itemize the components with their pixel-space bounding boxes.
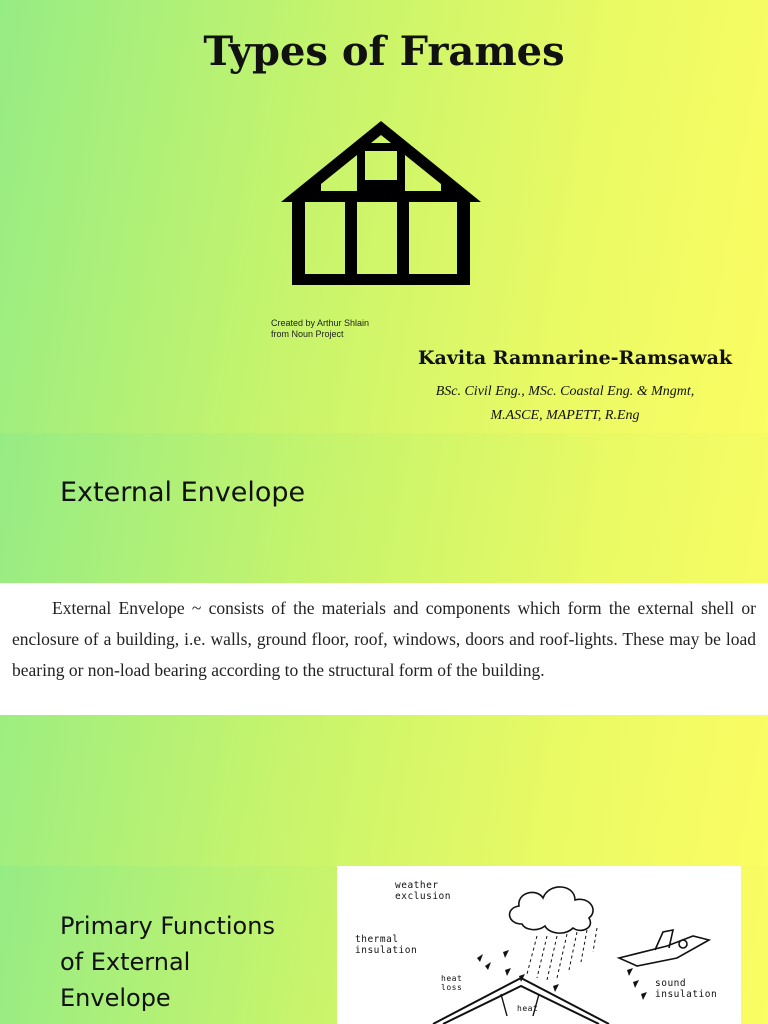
icon-credit (271, 318, 369, 340)
weather-exclusion-label (395, 880, 451, 902)
thermal-insulation-label (355, 934, 417, 956)
credit-line: Created by Arthur Shlain (271, 318, 370, 328)
external-envelope-slide (0, 433, 768, 866)
slide-title: Types of Frames (203, 28, 565, 75)
label-line: exclusion (395, 891, 451, 902)
house-frame-icon (281, 121, 481, 285)
label-line: weather (395, 880, 439, 891)
author-credentials (400, 380, 730, 428)
envelope-functions-diagram (337, 866, 741, 1024)
title-line: Envelope (60, 984, 171, 1012)
title-slide (0, 0, 768, 433)
label-line: sound (655, 978, 687, 989)
label-line: insulation (655, 989, 718, 1000)
rain-icon (527, 928, 597, 980)
credit-line: from Noun Project (271, 329, 344, 339)
definition-text: External Envelope ~ consists of the materials and components which form the external shell or enclosure of a building, i.e. walls, ground floor, roof, windows, doors and roof-lights. These may be load bearing or non-load bearing according to the structural form of the building. (12, 598, 756, 680)
title-line: of External (60, 948, 191, 976)
label-line: insulation (355, 945, 418, 956)
credentials-line: BSc. Civil Eng., MSc. Coastal Eng. & Mngmt, (435, 384, 695, 399)
definition-box (0, 583, 768, 715)
primary-functions-slide (0, 866, 768, 1024)
author-name: Kavita Ramnarine-Ramsawak (418, 347, 733, 369)
heat-loss-label (441, 974, 462, 992)
aircraft-icon (619, 930, 709, 966)
title-line: Primary Functions (60, 912, 275, 940)
credentials-line: M.ASCE, MAPETT, R.Eng (490, 408, 640, 423)
label-line: loss (441, 983, 463, 992)
heat-label: heat (517, 1004, 539, 1013)
slide-title (60, 908, 275, 1016)
cloud-icon (510, 887, 594, 933)
label-line: heat (441, 974, 463, 983)
sound-insulation-label (655, 978, 717, 1000)
label-line: thermal (355, 934, 399, 945)
slide-title: External Envelope (60, 477, 306, 508)
